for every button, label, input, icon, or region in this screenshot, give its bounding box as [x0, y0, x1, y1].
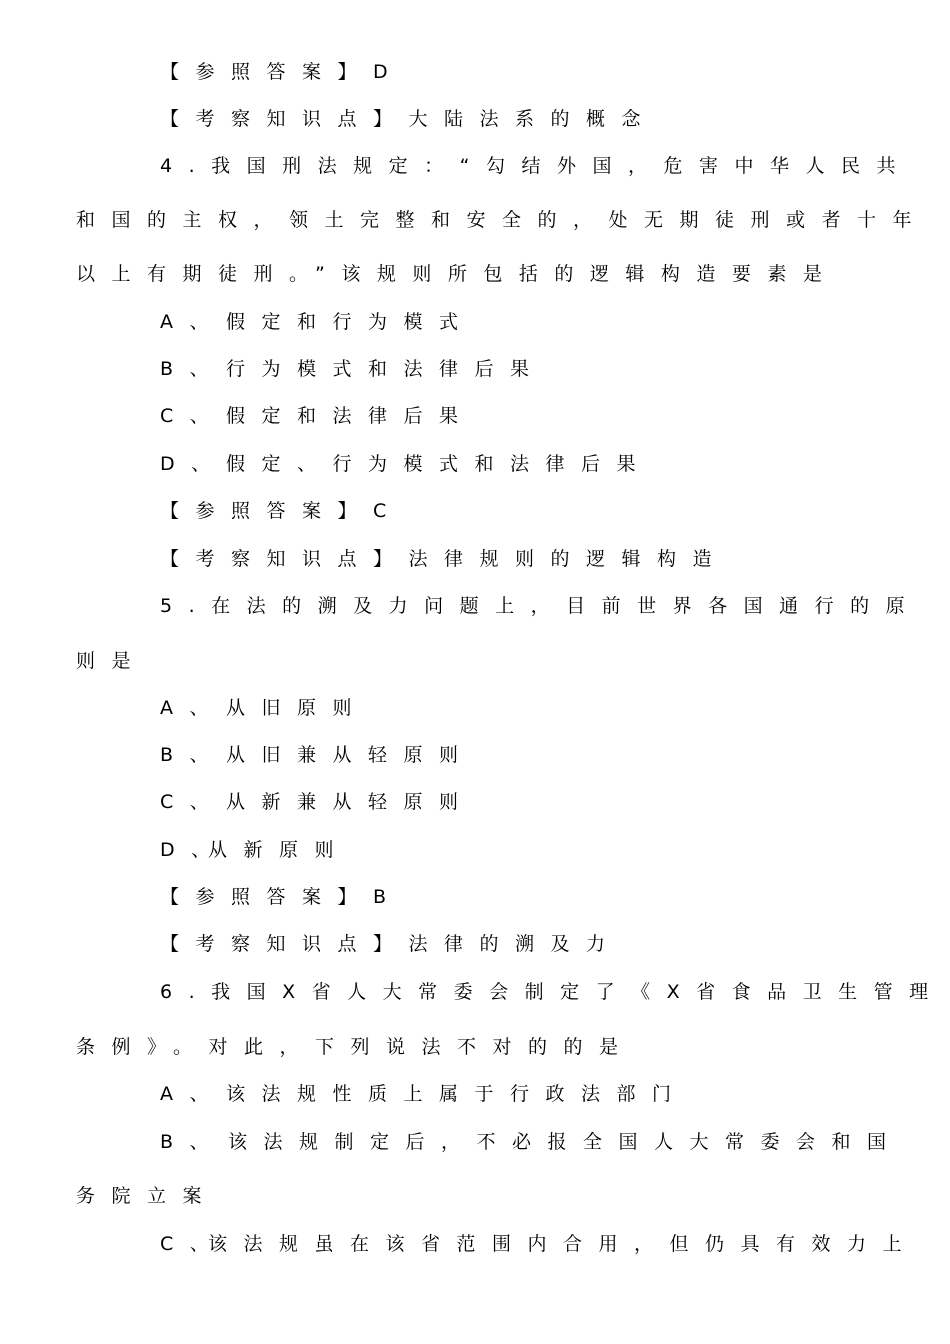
option-label: D、 — [160, 839, 227, 861]
option-text: 从新兼从轻原则 — [226, 791, 475, 813]
option-b-continuation: 务院立案 — [76, 1185, 219, 1207]
option-label: A、 — [160, 697, 225, 719]
question-5-line-1: 5.在法的溯及力问题上，目前世界各国通行的原 — [160, 595, 922, 617]
question-4-line-3: 以上有期徒刑。”该规则所包括的逻辑构造要素是 — [76, 263, 839, 285]
option-text: 从新原则 — [208, 839, 351, 861]
answer-line: 【参照答案】C — [160, 500, 403, 522]
option-text: 从旧兼从轻原则 — [226, 744, 475, 766]
option-label: C、 — [160, 1233, 226, 1255]
option-label: B、 — [160, 1131, 226, 1153]
question-6-line-2: 条例》。对此，下列说法不对的的是 — [76, 1036, 635, 1058]
knowledge-point-line: 【考察知识点】大陆法系的概念 — [160, 108, 658, 130]
option-label: C、 — [160, 791, 226, 813]
question-4-line-1: 4.我国刑法规定：“勾结外国，危害中华人民共 — [160, 155, 912, 177]
option-text: 从旧原则 — [226, 697, 369, 719]
question-6-line-1: 6.我国X省人大常委会制定了《X省食品卫生管理 — [160, 981, 945, 1003]
option-text: 假定、行为模式和法律后果 — [226, 453, 653, 475]
question-5-line-2: 则是 — [76, 650, 148, 672]
option-label: B、 — [160, 744, 226, 766]
option-text: 该法规性质上属于行政法部门 — [226, 1083, 688, 1105]
option-label: A、 — [160, 311, 225, 333]
answer-line: 【参照答案】B — [160, 886, 403, 908]
option-text: 该法规虽在该省范围内合用，但仍具有效力上 — [208, 1233, 919, 1255]
option-text: 假定和法律后果 — [226, 405, 475, 427]
question-4-line-2: 和国的主权，领土完整和安全的，处无期徒刑或者十年 — [76, 209, 929, 231]
option-text: 该法规制定后，不必报全国人大常委会和国 — [228, 1131, 903, 1153]
option-label: A、 — [160, 1083, 225, 1105]
knowledge-point-line: 【考察知识点】法律的溯及力 — [160, 933, 622, 955]
knowledge-point-line: 【考察知识点】法律规则的逻辑构造 — [160, 548, 729, 570]
option-label: C、 — [160, 405, 226, 427]
answer-line: 【参照答案】D — [160, 61, 405, 83]
option-label: D、 — [160, 453, 227, 475]
option-text: 假定和行为模式 — [226, 311, 475, 333]
option-text: 行为模式和法律后果 — [226, 358, 546, 380]
option-label: B、 — [160, 358, 226, 380]
